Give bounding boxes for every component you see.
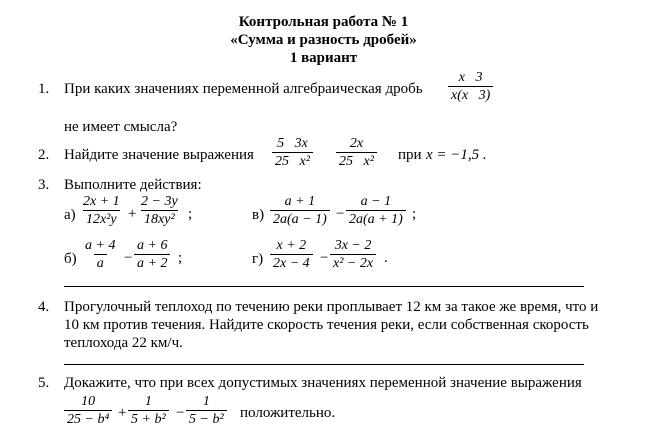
task-2-condition: x = −1,5 . bbox=[426, 147, 487, 163]
task-3b-end: ; bbox=[178, 250, 183, 266]
task-2-text-cont: при bbox=[398, 147, 422, 163]
task-3v-operator: − bbox=[336, 206, 345, 222]
task-4-line-1: Прогулочный теплоход по течению реки проплывает 12 км за такое же время, что и bbox=[64, 299, 599, 315]
task-3-text: Выполните действия: bbox=[64, 177, 202, 193]
task-3a-fraction-1 bbox=[80, 194, 123, 228]
task-5-number: 5. bbox=[38, 375, 50, 391]
task-5-f1-numerator: 10 bbox=[81, 394, 96, 409]
task-5-fraction-2 bbox=[128, 394, 169, 428]
task-3a-f1-numerator: 2x + 1 bbox=[83, 194, 120, 209]
task-3g-fraction-1 bbox=[270, 238, 313, 272]
task-5-f2-numerator: 1 bbox=[144, 394, 152, 409]
task-3g-f2-denominator: x² − 2x bbox=[330, 254, 376, 272]
task-3g-f2-numerator: 3x − 2 bbox=[334, 238, 372, 253]
task-3a-f1-denominator: 12x²y bbox=[83, 210, 120, 228]
task-3g-fraction-2 bbox=[330, 238, 376, 272]
page-subtitle: «Сумма и разность дробей» bbox=[230, 32, 417, 48]
task-5-f1-denominator: 25 − b⁴ bbox=[64, 410, 112, 428]
task-4-line-3: теплохода 22 км/ч. bbox=[64, 335, 183, 351]
task-3b-fraction-2 bbox=[134, 238, 170, 272]
task-3g-f1-numerator: x + 2 bbox=[276, 238, 307, 253]
task-1-text-cont: не имеет смысла? bbox=[64, 119, 178, 135]
task-5-text: Докажите, что при всех допустимых значениях переменной значение выражения bbox=[64, 375, 582, 391]
task-5-operator-1: + bbox=[118, 405, 127, 421]
task-2-fraction-1 bbox=[272, 136, 313, 170]
task-1-numerator: x 3 bbox=[458, 70, 483, 85]
task-4-number: 4. bbox=[38, 299, 50, 315]
task-3v-label: в) bbox=[252, 207, 265, 223]
task-2-f2-denominator: 25 x² bbox=[336, 152, 377, 170]
task-2-f1-denominator: 25 x² bbox=[272, 152, 313, 170]
task-3b-f2-numerator: a + 6 bbox=[137, 238, 168, 253]
task-5-text-cont: положительно. bbox=[240, 405, 336, 421]
task-2-number: 2. bbox=[38, 147, 50, 163]
task-5-operator-2: − bbox=[176, 405, 185, 421]
task-3a-f2-denominator: 18xy² bbox=[141, 210, 178, 228]
task-3v-end: ; bbox=[412, 206, 417, 222]
page-title: Контрольная работа № 1 bbox=[238, 14, 409, 30]
task-3b-f1-denominator: a bbox=[94, 254, 107, 272]
task-3b-label: б) bbox=[64, 251, 77, 267]
task-1-fraction bbox=[448, 70, 493, 104]
task-2-f2-numerator: 2x bbox=[349, 136, 364, 151]
task-3v-f2-denominator: 2a(a + 1) bbox=[346, 210, 406, 228]
task-4-line-2: 10 км против течения. Найдите скорость течения реки, если собственная скорость bbox=[64, 317, 589, 333]
task-3g-f1-denominator: 2x − 4 bbox=[270, 254, 313, 272]
task-3a-end: ; bbox=[188, 206, 193, 222]
task-5-f2-denominator: 5 + b² bbox=[128, 410, 169, 428]
task-1-text: При каких значениях переменной алгебраическая дробь bbox=[64, 81, 423, 97]
task-3a-label: а) bbox=[64, 207, 76, 223]
task-3g-operator: − bbox=[320, 250, 329, 266]
task-3v-fraction-1 bbox=[270, 194, 330, 228]
task-3b-operator: − bbox=[124, 250, 133, 266]
task-5-fraction-1 bbox=[64, 394, 112, 428]
task-2-text: Найдите значение выражения bbox=[64, 147, 254, 163]
divider-line bbox=[64, 364, 584, 365]
task-1-number: 1. bbox=[38, 81, 50, 97]
task-3a-operator: + bbox=[128, 206, 137, 222]
task-3b-f2-denominator: a + 2 bbox=[134, 254, 170, 272]
task-1-denominator: x(x 3) bbox=[448, 86, 493, 104]
task-3v-fraction-2 bbox=[346, 194, 406, 228]
task-5-f3-denominator: 5 − b² bbox=[186, 410, 227, 428]
task-3a-fraction-2 bbox=[138, 194, 181, 228]
task-2-f1-numerator: 5 3x bbox=[277, 136, 308, 151]
task-3a-f2-numerator: 2 − 3y bbox=[141, 194, 178, 209]
task-3-number: 3. bbox=[38, 177, 50, 193]
task-3v-f1-denominator: 2a(a − 1) bbox=[270, 210, 330, 228]
task-3b-fraction-1 bbox=[82, 238, 118, 272]
divider-line bbox=[64, 286, 584, 287]
task-3v-f2-numerator: a − 1 bbox=[360, 194, 392, 209]
task-3g-label: г) bbox=[252, 251, 264, 267]
task-5-f3-numerator: 1 bbox=[202, 394, 210, 409]
task-2-fraction-2 bbox=[336, 136, 377, 170]
task-5-fraction-3 bbox=[186, 394, 227, 428]
task-3b-f1-numerator: a + 4 bbox=[85, 238, 116, 253]
task-3g-end: . bbox=[384, 250, 388, 266]
variant-label: 1 вариант bbox=[289, 50, 358, 66]
task-3v-f1-numerator: a + 1 bbox=[284, 194, 316, 209]
